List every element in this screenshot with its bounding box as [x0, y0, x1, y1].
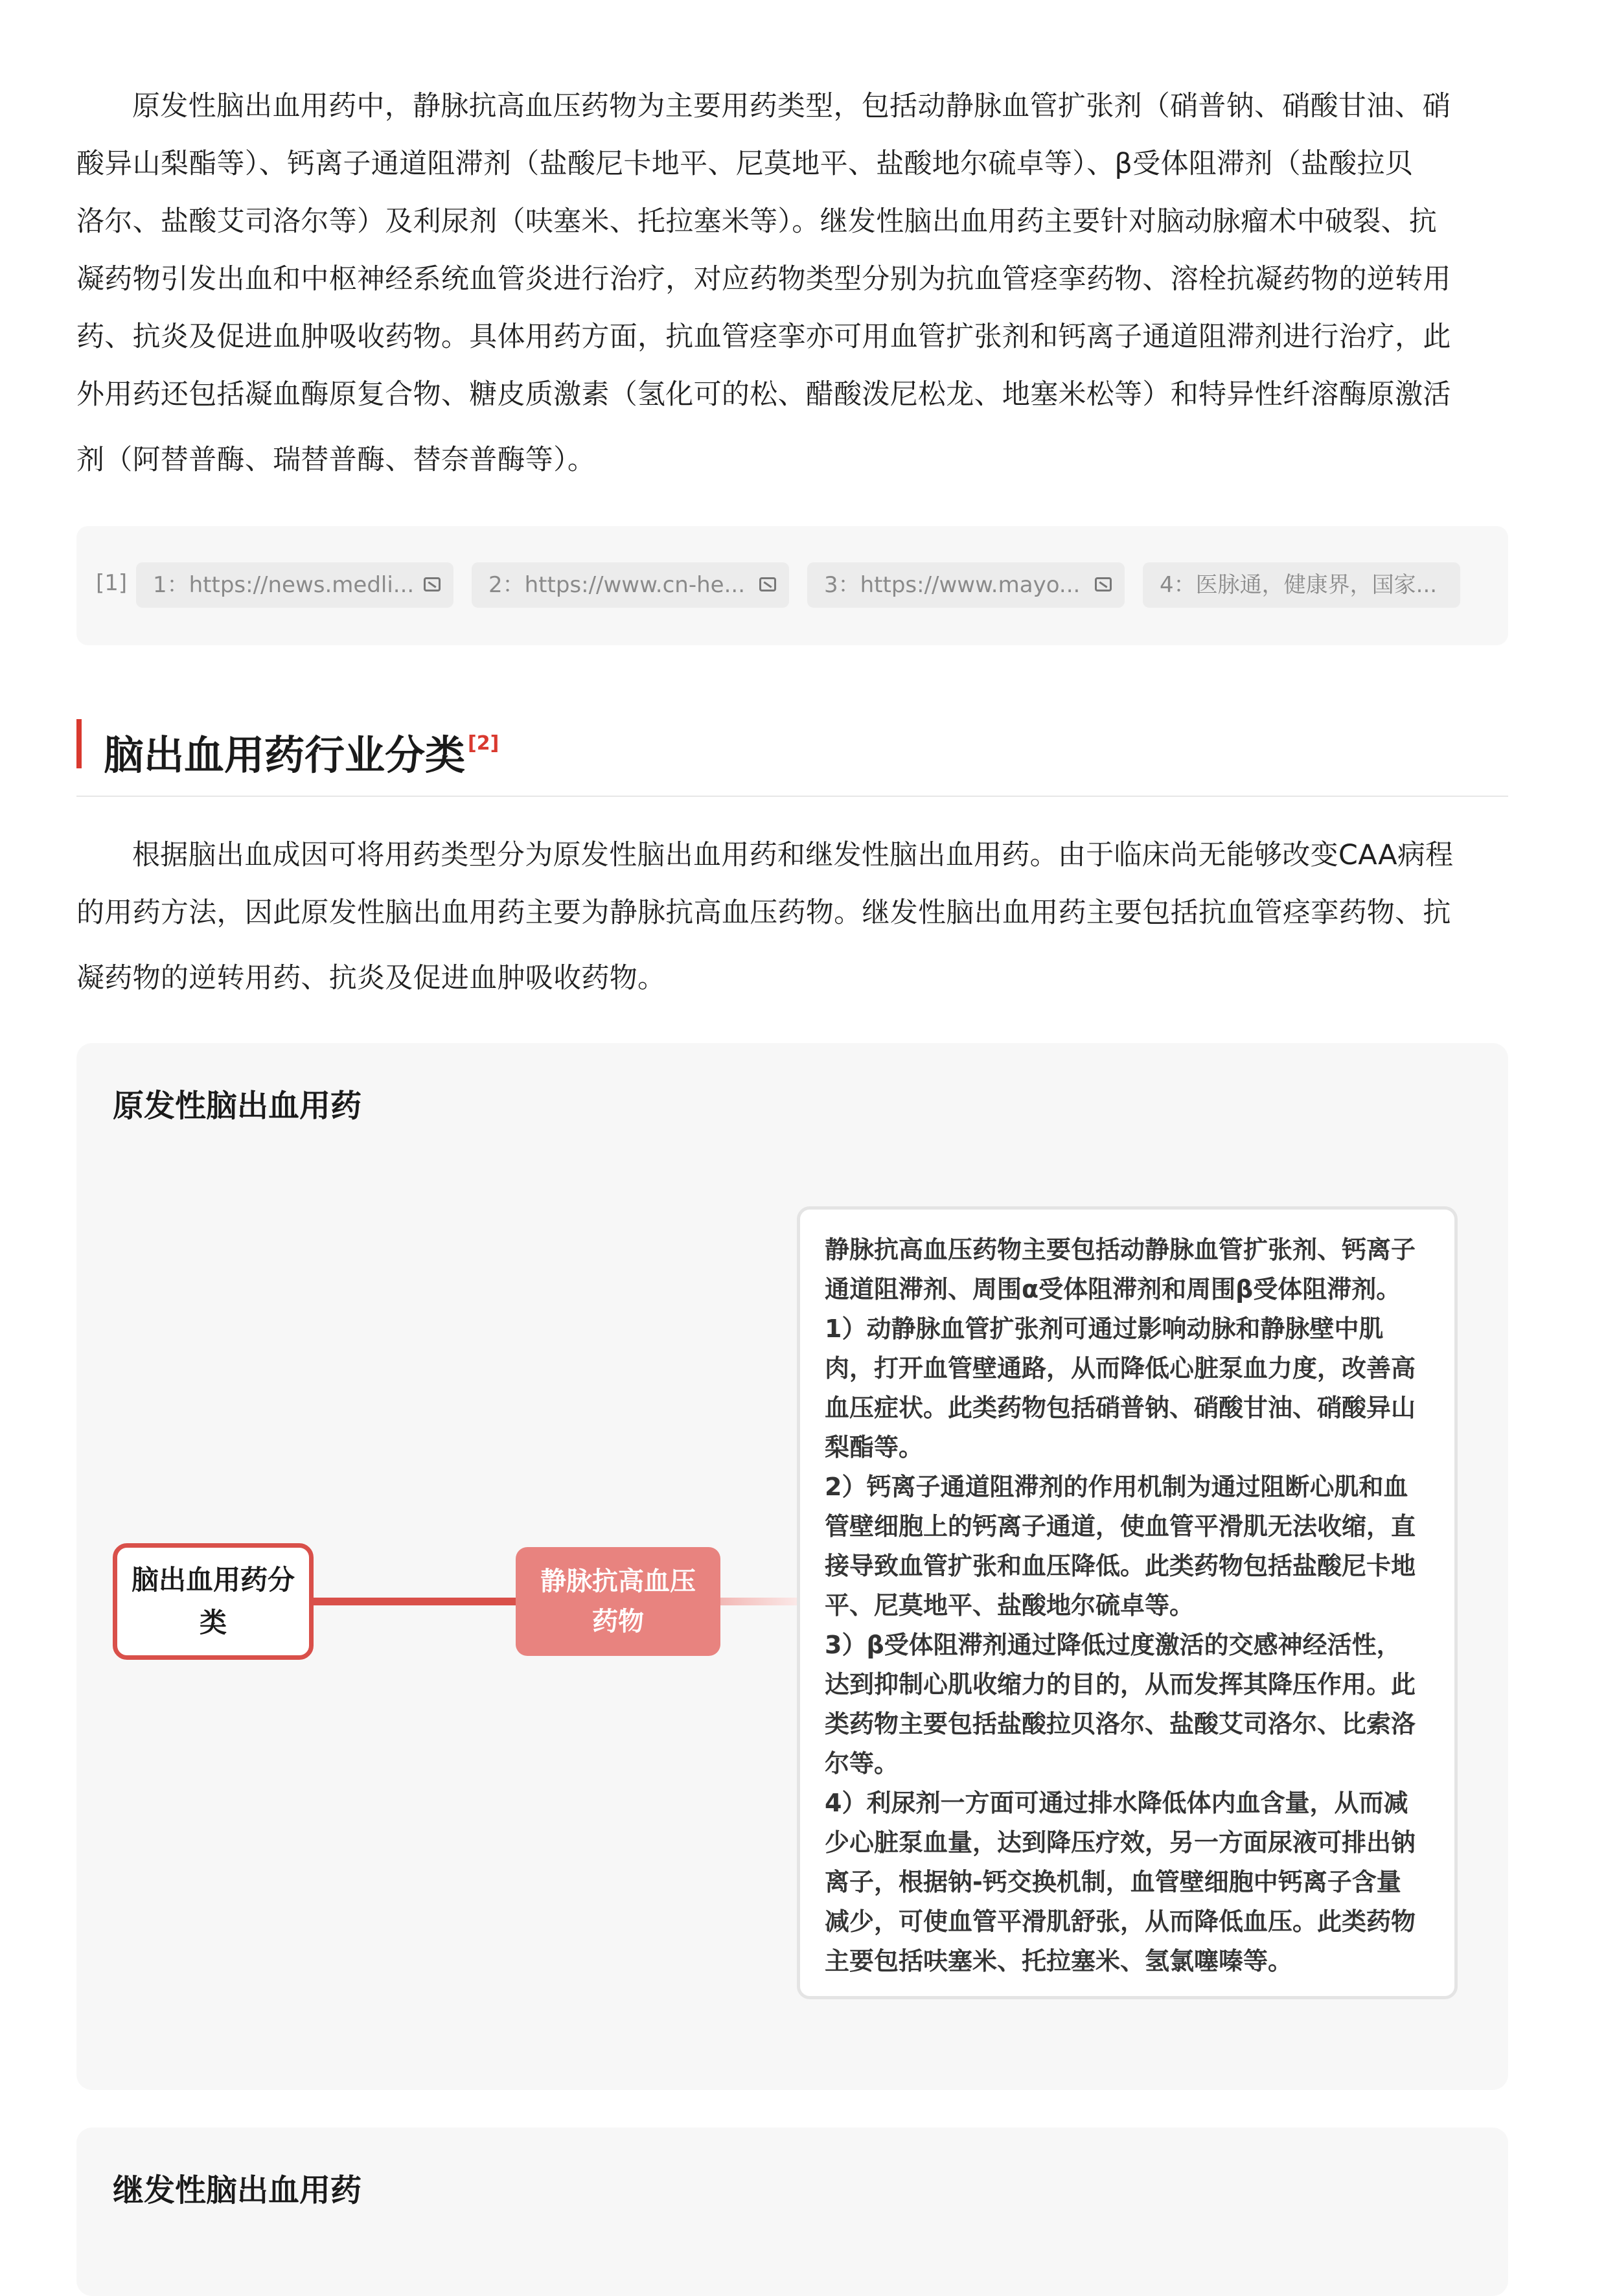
classification-line: 凝药物的逆转用药、抗炎及促进血肿吸收药物。 [76, 962, 666, 994]
external-link-icon [1095, 577, 1112, 591]
intro-line: 酸异山梨酯等）、钙离子通道阻滞剂（盐酸尼卡地平、尼莫地平、盐酸地尔硫卓等）、β受体阻滞剂（盐酸拉贝 [76, 148, 1414, 180]
secondary-medication-panel [76, 2128, 1508, 2296]
classification-line: 的用药方法，因此原发性脑出血用药主要为静脉抗高血压药物。继发性脑出血用药主要包括抗血管痉挛药物、抗 [76, 897, 1451, 929]
external-link-icon [759, 577, 776, 591]
detail-line: 血压症状。此类药物包括硝普钠、硝酸甘油、硝酸异山 [825, 1394, 1416, 1422]
source-link-3[interactable] [807, 562, 1125, 608]
source-link-label: 3：https://www.mayo... [824, 572, 1081, 598]
section-title-text: 脑出血用药行业分类 [104, 731, 466, 779]
source-link-2[interactable] [472, 562, 789, 608]
detail-line: 肉，打开血管壁通路，从而降低心脏泵血力度，改善高 [825, 1354, 1416, 1383]
section-accent-bar [76, 719, 82, 768]
intro-paragraph [76, 78, 1508, 489]
mindmap-detail-box [797, 1206, 1458, 1999]
detail-line: 通道阻滞剂、周围α受体阻滞剂和周围β受体阻滞剂。 [825, 1275, 1401, 1303]
intro-line: 原发性脑出血用药中，静脉抗高血压药物为主要用药类型，包括动静脉血管扩张剂（硝普钠、硝酸甘油、硝 [132, 90, 1451, 122]
detail-line: 主要包括呋塞米、托拉塞米、氢氯噻嗪等。 [825, 1947, 1293, 1975]
panel-title: 原发性脑出血用药 [113, 1088, 362, 1124]
detail-line: 达到抑制心肌收缩力的目的，从而发挥其降压作用。此 [825, 1670, 1416, 1699]
detail-line: 尔等。 [825, 1749, 899, 1778]
detail-line: 4）利尿剂一方面可通过排水降低体内血含量，从而减 [825, 1789, 1408, 1817]
source-link-label: 4：医脉通，健康界，国家... [1160, 572, 1438, 598]
section-reference[interactable]: [2] [468, 732, 499, 755]
intro-line: 外用药还包括凝血酶原复合物、糖皮质激素（氢化可的松、醋酸泼尼松龙、地塞米松等）和特异性纤溶酶原激活 [76, 378, 1451, 411]
intro-line: 剂（阿替普酶、瑞替普酶、替奈普酶等）。 [76, 444, 596, 476]
source-link-label: 2：https://www.cn-he... [488, 572, 746, 598]
sources-bar [76, 526, 1508, 645]
intro-line: 凝药物引发出血和中枢神经系统血管炎进行治疗，对应药物类型分别为抗血管痉挛药物、溶栓抗凝药物的逆转用 [76, 263, 1451, 295]
mindmap-root-node [113, 1543, 314, 1660]
section-divider [76, 796, 1508, 797]
source-index: [1] [96, 570, 128, 596]
mindmap-connector [720, 1598, 798, 1605]
source-link-4[interactable] [1143, 562, 1460, 608]
intro-line: 洛尔、盐酸艾司洛尔等）及利尿剂（呋塞米、托拉塞米等）。继发性脑出血用药主要针对脑动脉瘤术中破裂、抗 [76, 205, 1438, 238]
source-link-label: 1：https://news.medli... [153, 572, 415, 598]
detail-line: 减少，可使血管平滑肌舒张，从而降低血压。此类药物 [825, 1907, 1416, 1936]
detail-line: 离子，根据钠-钙交换机制，血管壁细胞中钙离子含量 [825, 1868, 1401, 1896]
detail-line: 3）β受体阻滞剂通过降低过度激活的交感神经活性， [825, 1631, 1401, 1659]
classification-line: 根据脑出血成因可将用药类型分为原发性脑出血用药和继发性脑出血用药。由于临床尚无能够改变CAA病程 [132, 839, 1454, 871]
mindmap-root-label: 脑出血用药分类 [131, 1564, 295, 1638]
panel-title: 继发性脑出血用药 [113, 2172, 362, 2209]
external-link-icon [424, 577, 441, 591]
detail-line: 1）动静脉血管扩张剂可通过影响动脉和静脉壁中肌 [825, 1314, 1384, 1343]
intro-line: 药、抗炎及促进血肿吸收药物。具体用药方面，抗血管痉挛亦可用血管扩张剂和钙离子通道阻滞剂进行治疗，此 [76, 321, 1451, 353]
mindmap-connector [314, 1598, 516, 1605]
detail-line: 接导致血管扩张和血压降低。此类药物包括盐酸尼卡地 [825, 1552, 1416, 1580]
detail-line: 管壁细胞上的钙离子通道，使血管平滑肌无法收缩，直 [825, 1512, 1416, 1541]
detail-line: 平、尼莫地平、盐酸地尔硫卓等。 [825, 1591, 1195, 1620]
detail-line: 类药物主要包括盐酸拉贝洛尔、盐酸艾司洛尔、比索洛 [825, 1710, 1416, 1738]
detail-line: 静脉抗高血压药物主要包括动静脉血管扩张剂、钙离子 [825, 1235, 1416, 1264]
detail-line: 2）钙离子通道阻滞剂的作用机制为通过阻断心肌和血 [825, 1473, 1408, 1501]
source-link-1[interactable] [136, 562, 453, 608]
detail-line: 梨酯等。 [825, 1433, 924, 1462]
mindmap-branch-label: 静脉抗高血压药物 [540, 1567, 696, 1636]
detail-line: 少心脏泵血量，达到降压疗效，另一方面尿液可排出钠 [825, 1828, 1416, 1857]
classification-paragraph [76, 827, 1508, 1007]
section-title [104, 713, 499, 786]
mindmap-branch-node [516, 1547, 720, 1656]
